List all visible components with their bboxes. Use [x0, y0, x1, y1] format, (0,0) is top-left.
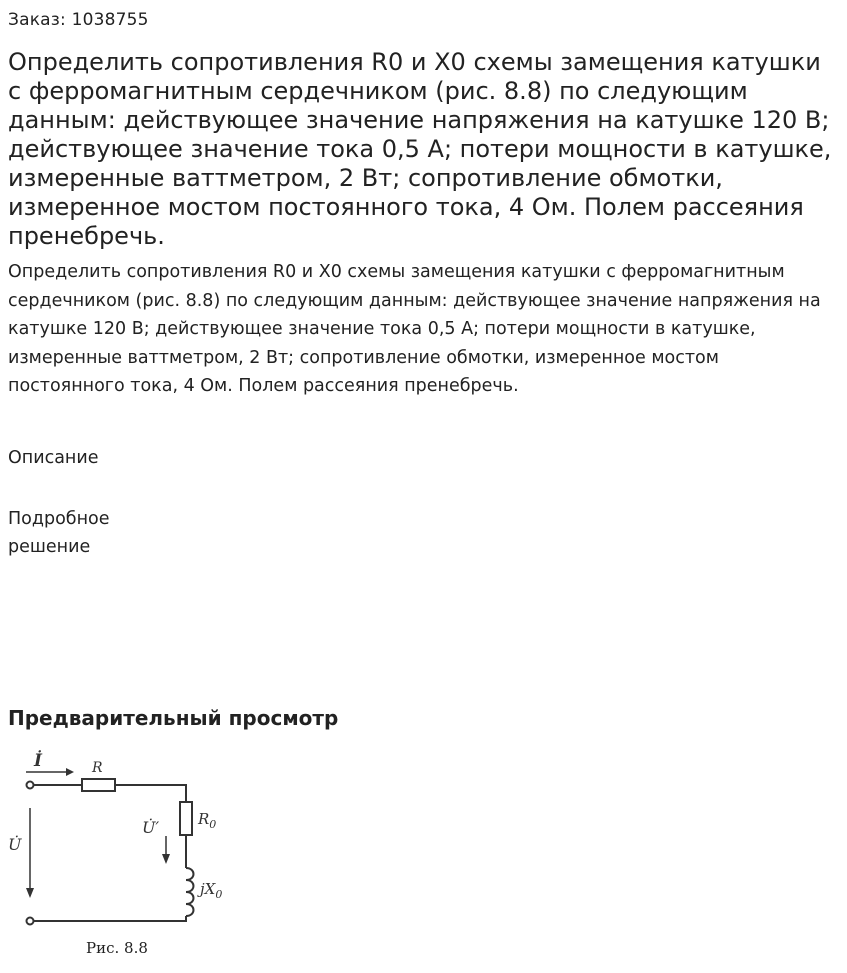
resistor-r: [82, 779, 115, 791]
resistor-r-label: R: [92, 760, 103, 776]
wire-bottom: [34, 916, 187, 921]
x0-label: $jX_0$: [200, 880, 223, 901]
circuit-figure: [8, 738, 248, 968]
figure-caption: Рис. 8.8: [86, 939, 148, 957]
resistor-r0: [180, 802, 192, 835]
terminal-bottom: [27, 918, 34, 925]
description-label: Описание: [8, 448, 99, 468]
solution-label: Подробное решение: [8, 509, 110, 557]
r0-label: $R_0$: [198, 810, 217, 831]
voltage-label: U̇: [8, 835, 22, 854]
current-label: İ: [34, 751, 42, 771]
coil-x0: [186, 868, 194, 916]
problem-title: Определить сопротивления R0 и X0 схемы замещения катушки с ферромагнитным сердечником (рис. 8.8) по следующим данным: действующее значение напряжения на катушке 120 В; действующее значение тока 0,5 А; потери мощности в катушке, измеренные ваттметром, 2 Вт; сопротивление обмотки, измеренное мостом постоянного тока, 4 Ом. Полем рассеяния пренебречь.: [8, 48, 832, 250]
terminal-top: [27, 782, 34, 789]
coil-voltage-label: U̇′: [142, 818, 160, 837]
preview-heading: Предварительный просмотр: [8, 706, 339, 730]
order-number: Заказ: 1038755: [8, 10, 149, 30]
problem-description: Определить сопротивления R0 и X0 схемы замещения катушки с ферромагнитным сердечником (рис. 8.8) по следующим данным: действующее значение напряжения на катушке 120 В; действующее значение тока 0,5 А; потери мощности в катушке, измеренные ваттметром, 2 Вт; сопротивление обмотки, измеренное мостом постоянного тока, 4 Ом. Полем рассеяния пренебречь.: [8, 262, 821, 396]
